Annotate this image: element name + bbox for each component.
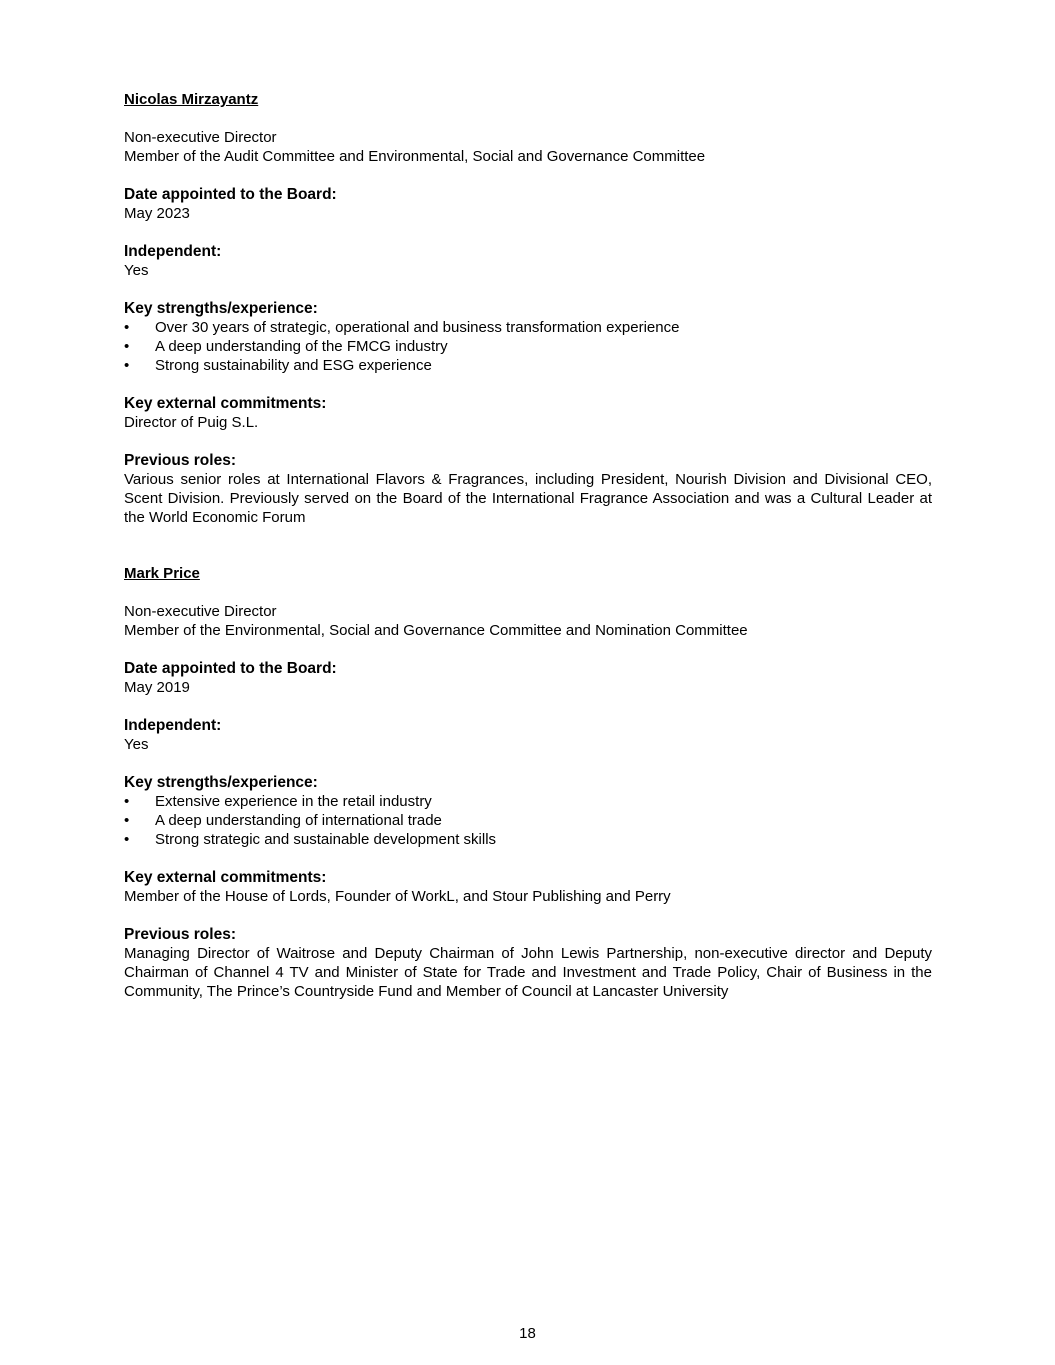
previous-roles-heading: Previous roles:: [124, 452, 236, 469]
strengths-list: [124, 792, 932, 849]
independent-heading: Independent:: [124, 243, 222, 260]
commitments-heading: Key external commitments:: [124, 395, 327, 412]
independent-value: Yes: [124, 262, 149, 279]
bullet-icon: •: [124, 793, 130, 810]
director-committees: Member of the Environmental, Social and Governance Committee and Nomination Committee: [124, 622, 748, 639]
strength-text: Strong sustainability and ESG experience: [155, 357, 432, 374]
bullet-icon: •: [124, 831, 130, 848]
director-profile-mark-price: [124, 564, 932, 1001]
list-item: [124, 337, 932, 356]
director-role: Non-executive Director: [124, 603, 277, 620]
strength-text: A deep understanding of international trade: [155, 812, 442, 829]
strength-text: A deep understanding of the FMCG industry: [155, 338, 448, 355]
page-number: 18: [519, 1325, 536, 1342]
independent-heading: Independent:: [124, 717, 222, 734]
commitments-heading: Key external commitments:: [124, 869, 327, 886]
document-page: [124, 90, 932, 1001]
director-name: Nicolas Mirzayantz: [124, 91, 259, 108]
date-appointed-value: May 2023: [124, 205, 190, 222]
director-role: Non-executive Director: [124, 129, 277, 146]
commitments-value: Member of the House of Lords, Founder of WorkL, and Stour Publishing and Perry: [124, 888, 671, 905]
list-item: [124, 318, 932, 337]
list-item: [124, 356, 932, 375]
strengths-heading: Key strengths/experience:: [124, 774, 318, 791]
bullet-icon: •: [124, 319, 130, 336]
director-committees: Member of the Audit Committee and Environmental, Social and Governance Committee: [124, 148, 706, 165]
director-name: Mark Price: [124, 565, 200, 582]
strengths-heading: Key strengths/experience:: [124, 300, 318, 317]
previous-roles-text: Various senior roles at International Flavors & Fragrances, including President, Nourish Division and Divisional CEO, Scent Division. Previously served on the Board of the International Fragrance Association and was a Cultural Leader at the World Economic Forum: [124, 471, 932, 526]
list-item: [124, 811, 932, 830]
bullet-icon: •: [124, 338, 130, 355]
list-item: [124, 792, 932, 811]
strength-text: Extensive experience in the retail industry: [155, 793, 432, 810]
bullet-icon: •: [124, 357, 130, 374]
bullet-icon: •: [124, 812, 130, 829]
director-profile-nicolas-mirzayantz: [124, 90, 932, 527]
strength-text: Strong strategic and sustainable development skills: [155, 831, 497, 848]
previous-roles-heading: Previous roles:: [124, 926, 236, 943]
independent-value: Yes: [124, 736, 149, 753]
commitments-value: Director of Puig S.L.: [124, 414, 259, 431]
strength-text: Over 30 years of strategic, operational and business transformation experience: [155, 319, 680, 336]
date-appointed-heading: Date appointed to the Board:: [124, 660, 337, 677]
date-appointed-value: May 2019: [124, 679, 190, 696]
date-appointed-heading: Date appointed to the Board:: [124, 186, 337, 203]
previous-roles-text: Managing Director of Waitrose and Deputy Chairman of John Lewis Partnership, non-executive director and Deputy Chairman of Channel 4 TV and Minister of State for Trade and Investment and Trade Policy, Chair of Business in the Community, The Prince’s Countryside Fund and Member of Council at Lancaster University: [124, 945, 932, 1000]
list-item: [124, 830, 932, 849]
strengths-list: [124, 318, 932, 375]
